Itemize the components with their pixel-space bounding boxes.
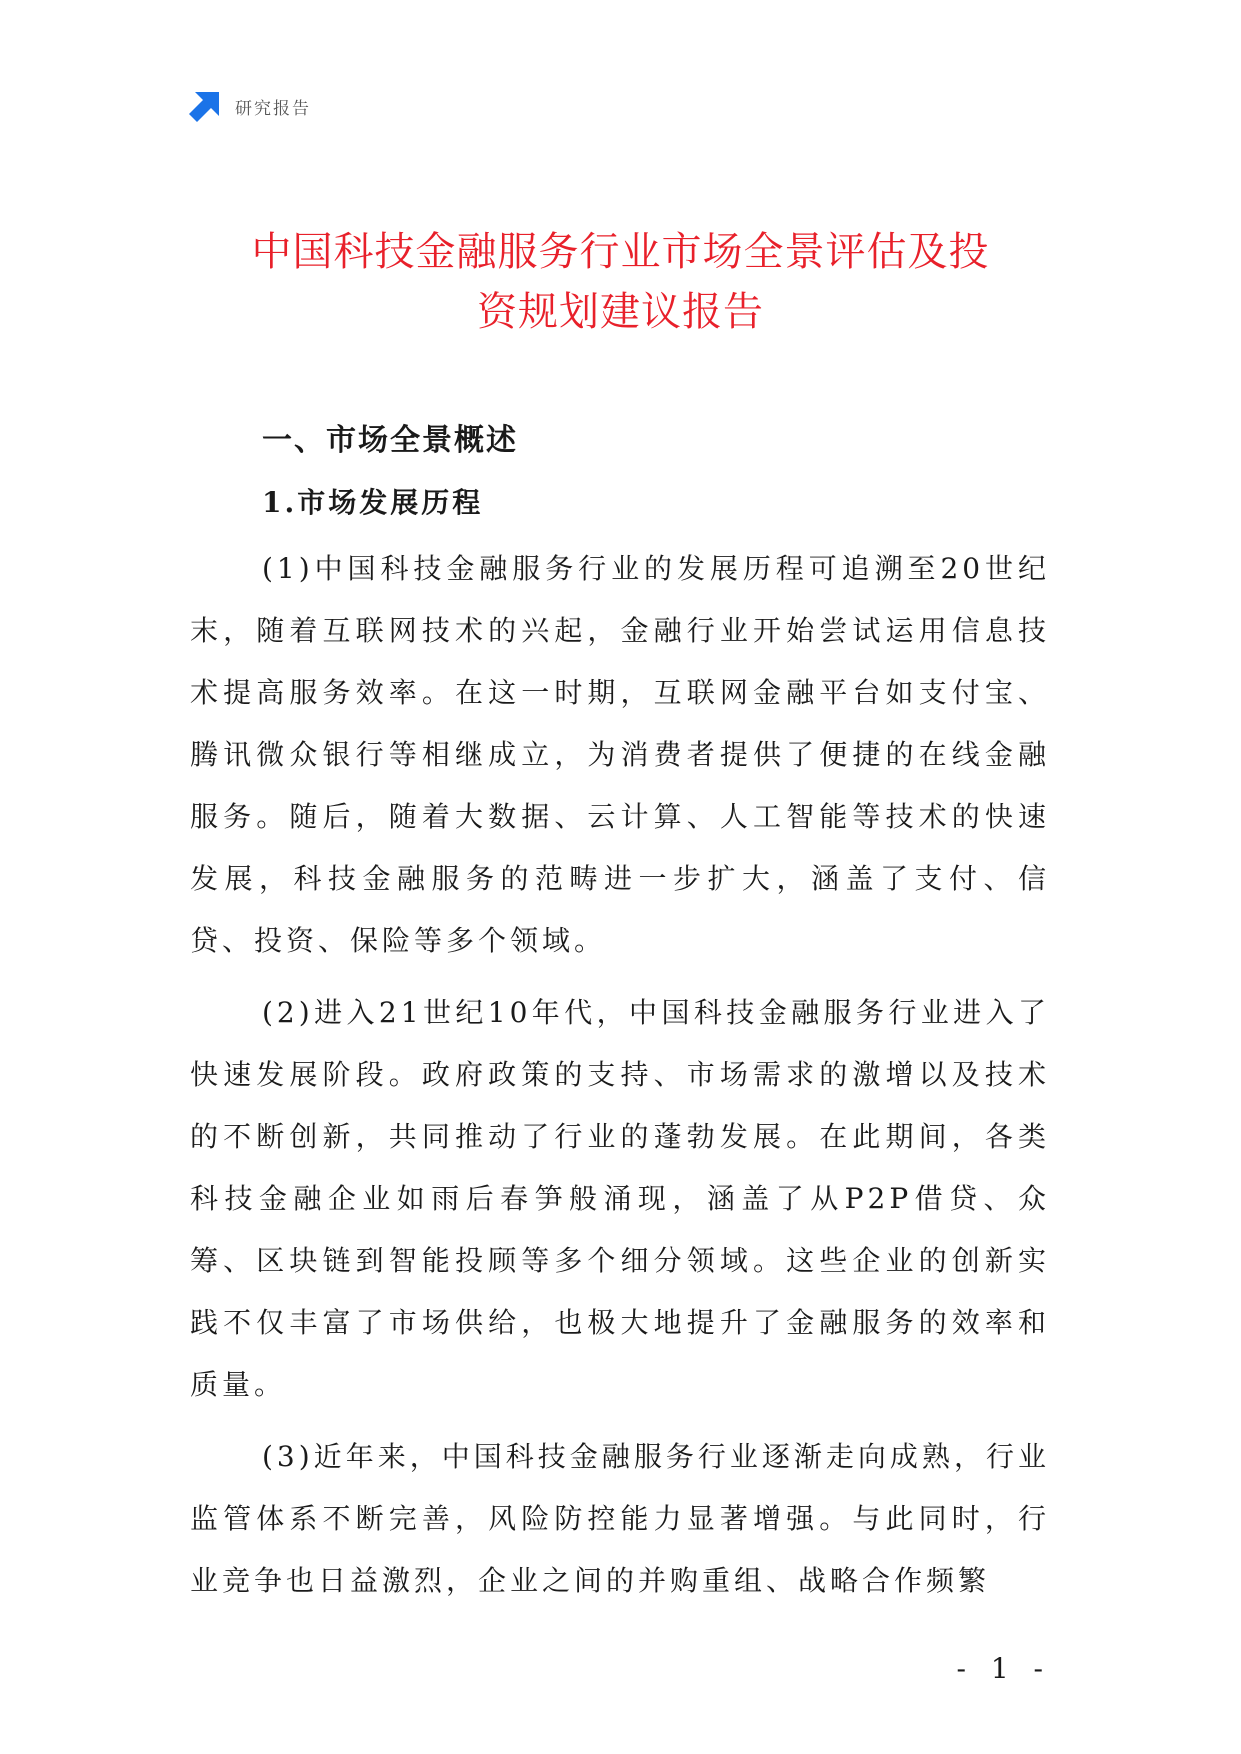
- paragraph-3: (3)近年来，中国科技金融服务行业逐渐走向成熟，行业监管体系不断完善，风险防控能力显著增强。与此同时，行业竞争也日益激烈，企业之间的并购重组、战略合作频繁: [190, 1440, 1050, 1597]
- header-label: 研究报告: [235, 98, 311, 119]
- report-title: [150, 222, 1091, 342]
- title-line-2: 资规划建议报告: [477, 289, 764, 335]
- paragraph-1: (1)中国科技金融服务行业的发展历程可追溯至20世纪末，随着互联网技术的兴起，金融行业开始尝试运用信息技术提高服务效率。在这一时期，互联网金融平台如支付宝、腾讯微众银行等相继成立，为消费者提供了便捷的在线金融服务。随后，随着大数据、云计算、人工智能等技术的快速发展，科技金融服务的范畴进一步扩大，涵盖了支付、信贷、投资、保险等多个领域。: [190, 552, 1050, 957]
- arrow-up-right-logo-icon: [189, 90, 221, 122]
- section-heading: 一、市场全景概述: [262, 423, 518, 458]
- report-body: [190, 416, 1050, 1612]
- subsection-heading: 1.市场发展历程: [262, 486, 484, 519]
- title-line-1: 中国科技金融服务行业市场全景评估及投: [251, 229, 990, 275]
- page-number: - 1 -: [956, 1652, 1051, 1685]
- report-header: [189, 90, 311, 122]
- paragraph-2: (2)进入21世纪10年代，中国科技金融服务行业进入了快速发展阶段。政府政策的支持、市场需求的激增以及技术的不断创新，共同推动了行业的蓬勃发展。在此期间，各类科技金融企业如雨后春笋般涌现，涵盖了从P2P借贷、众筹、区块链到智能投顾等多个细分领域。这些企业的创新实践不仅丰富了市场供给，也极大地提升了金融服务的效率和质量。: [190, 996, 1050, 1401]
